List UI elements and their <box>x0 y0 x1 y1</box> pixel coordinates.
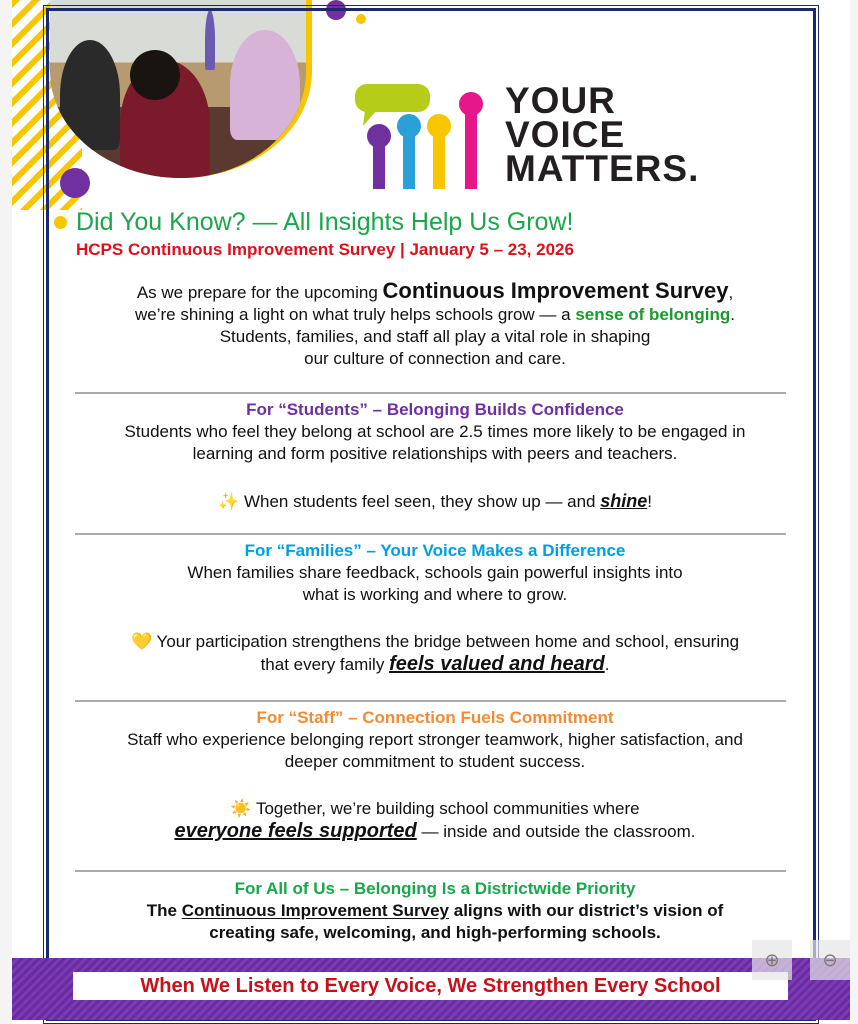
period: . <box>604 655 610 674</box>
staff-line: Together, we’re building school communities where <box>255 799 640 818</box>
exclaim: ! <box>647 492 652 511</box>
students-body: learning and form positive relationships with peers and teachers. <box>192 444 678 463</box>
zoom-out-button[interactable]: ⊖ <box>810 940 850 980</box>
all-text: The <box>146 901 182 920</box>
sun-icon: ☀️ <box>230 799 252 818</box>
students-section <box>60 399 810 513</box>
yellow-heart-icon: 💛 <box>130 632 153 651</box>
intro-text: our culture of connection and care. <box>304 349 566 368</box>
zoom-in-button[interactable]: ⊕ <box>752 940 792 980</box>
all-section <box>60 878 810 944</box>
footer-banner: When We Listen to Every Voice, We Strengthen Every School <box>73 972 788 1000</box>
feels-valued-emphasis: feels valued and heard <box>389 653 605 675</box>
page-title: Did You Know? — All Insights Help Us Grow! <box>76 208 574 236</box>
all-text: creating safe, welcoming, and high-performing schools. <box>209 923 661 942</box>
staff-body: deeper commitment to student success. <box>284 752 586 771</box>
students-body: Students who feel they belong at school are 2.5 times more likely to be engaged in <box>124 422 746 441</box>
your-voice-matters-logo <box>355 80 775 194</box>
raised-hands-icon <box>355 84 505 194</box>
belonging-highlight: sense of belonging <box>575 305 731 324</box>
survey-name: Continuous Improvement Survey <box>382 278 729 303</box>
intro-text: we’re shining a light on what truly helps schools grow — a <box>135 305 576 324</box>
all-text: aligns with our district’s vision of <box>449 901 724 920</box>
survey-link[interactable]: Continuous Improvement Survey <box>181 901 450 920</box>
comma: , <box>728 283 734 302</box>
yellow-bullet <box>54 216 67 229</box>
everyone-supported-emphasis: everyone feels supported <box>174 820 417 842</box>
intro-text: Students, families, and staff all play a vital role in shaping <box>219 327 651 346</box>
students-line: When students feel seen, they show up — and <box>243 492 601 511</box>
survey-dates: HCPS Continuous Improvement Survey | January 5 – 23, 2026 <box>76 240 574 259</box>
families-line: Your participation strengthens the bridge between home and school, ensuring <box>156 632 740 651</box>
staff-section <box>60 707 810 843</box>
divider <box>75 392 786 394</box>
students-heading: For “Students” – Belonging Builds Confidence <box>246 400 624 419</box>
all-heading: For All of Us – Belonging Is a Districtwide Priority <box>234 879 636 898</box>
divider <box>75 870 786 872</box>
intro <box>60 280 810 370</box>
families-heading: For “Families” – Your Voice Makes a Difference <box>244 541 626 560</box>
families-body: When families share feedback, schools gain powerful insights into <box>187 563 683 582</box>
families-line: that every family <box>260 655 390 674</box>
staff-body: Staff who experience belonging report stronger teamwork, higher satisfaction, and <box>127 730 743 749</box>
families-section <box>60 540 810 676</box>
divider <box>75 700 786 702</box>
period: . <box>730 305 735 324</box>
sparkles-icon: ✨ <box>218 492 240 511</box>
families-body: what is working and where to grow. <box>302 585 568 604</box>
shine-emphasis: shine <box>600 491 648 511</box>
staff-line: — inside and outside the classroom. <box>416 822 696 841</box>
intro-text: As we prepare for the upcoming <box>136 283 383 302</box>
divider <box>75 533 786 535</box>
staff-heading: For “Staff” – Connection Fuels Commitment <box>256 708 614 727</box>
logo-text: YOUR VOICE MATTERS. <box>505 80 700 189</box>
